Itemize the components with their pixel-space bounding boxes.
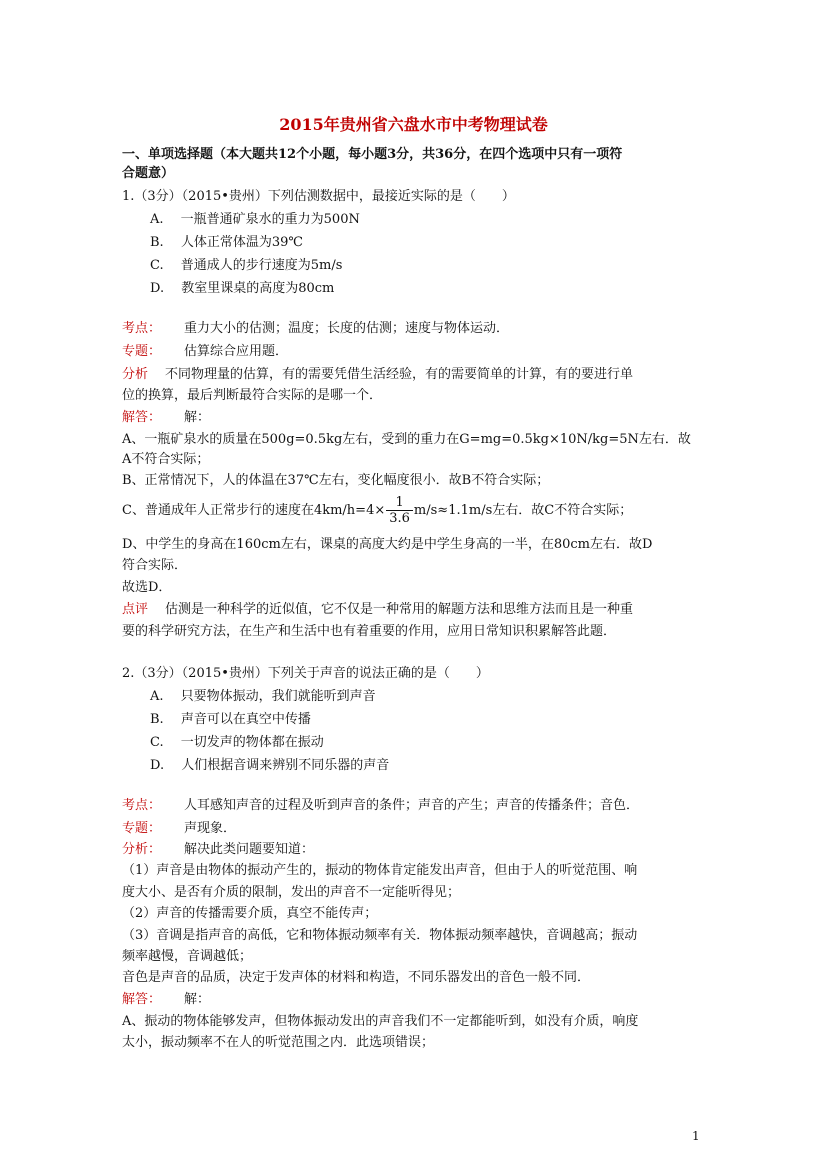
q2-option-b: B. 声音可以在真空中传播: [150, 712, 311, 727]
fraction: $\frac{1}{3.6}$: [386, 495, 413, 526]
section-heading-cont: 合题意）: [122, 166, 175, 181]
fenxi-label: 分析: [122, 367, 149, 382]
q2-answer-a: A、振动的物体能够发声，但物体振动发出的声音我们不一定都能听到，如没有介质，响度: [122, 1014, 639, 1029]
q2-kaodian: 考点： 人耳感知声音的过程及听到声音的条件；声音的产生；声音的传播条件；音色．: [122, 798, 640, 813]
zhuanti-label: 专题：: [122, 821, 162, 836]
q1-jieda: 解答： 解：: [122, 410, 211, 425]
page-number: 1: [692, 1129, 700, 1143]
q1-option-c: C. 普通成人的步行速度为5m/s: [150, 258, 343, 273]
q1-kaodian: 考点： 重力大小的估测；温度；长度的估测；速度与物体运动．: [122, 321, 510, 336]
q2-fenxi-1: （1）声音是由物体的振动产生的，振动的物体肯定能发出声音，但由于人的听觉范围、响: [122, 863, 638, 878]
q1-zhuanti: 专题： 估算综合应用题．: [122, 344, 289, 359]
q1-answer-d: D、中学生的身高在160cm左右，课桌的高度大约是中学生身高的一半，在80cm左右．故D: [122, 537, 653, 552]
q2-option-d: D. 人们根据音调来辨别不同乐器的声音: [150, 758, 390, 773]
q1-fenxi: 分析 不同物理量的估算，有的需要凭借生活经验，有的需要简单的计算，有的要进行单: [122, 367, 634, 382]
question-2-stem: 2.（3分）（2015•贵州）下列关于声音的说法正确的是（ ）: [122, 666, 489, 681]
q2-fenxi-1-cont: 度大小、是否有介质的限制，发出的声音不一定能听得见；: [122, 885, 461, 900]
q1-answer-d-cont: 符合实际．: [122, 558, 188, 573]
q2-fenxi-3: （3）音调是指声音的高低，它和物体振动频率有关．物体振动频率越快，音调越高；振动: [122, 928, 638, 943]
q2-fenxi-2: （2）声音的传播需要介质，真空不能传声；: [122, 906, 378, 921]
page-title: 2015年贵州省六盘水市中考物理试卷: [279, 115, 548, 134]
q2-fenxi: 分析： 解决此类问题要知道：: [122, 842, 315, 857]
q2-jieda: 解答： 解：: [122, 992, 211, 1007]
section-heading: 一、单项选择题（本大题共12个小题，每小题3分，共36分，在四个选项中只有一项符: [122, 147, 623, 162]
q2-fenxi-3-cont: 频率越慢，音调越低；: [122, 949, 253, 964]
q2-zhuanti: 专题： 声现象．: [122, 821, 237, 836]
jieda-label: 解答：: [122, 992, 162, 1007]
dianping-label: 点评: [122, 602, 149, 617]
q1-choice: 故选D．: [122, 580, 172, 595]
q1-fenxi-cont: 位的换算，最后判断最符合实际的是哪一个．: [122, 388, 383, 403]
q1-option-a: A. 一瓶普通矿泉水的重力为500N: [150, 212, 360, 227]
q1-answer-a: A、一瓶矿泉水的质量在500g=0.5kg左右，受到的重力在G=mg=0.5kg×10N/kg=5N左右．故: [122, 432, 691, 447]
q1-option-b: B. 人体正常体温为39℃: [150, 235, 303, 250]
kaodian-label: 考点：: [122, 798, 162, 813]
q1-dianping-cont: 要的科学研究方法，在生产和生活中也有着重要的作用，应用日常知识积累解答此题．: [122, 624, 617, 639]
kaodian-label: 考点：: [122, 321, 162, 336]
question-1-stem: 1.（3分）（2015•贵州）下列估测数据中，最接近实际的是（ ）: [122, 189, 515, 204]
q1-dianping: 点评 估测是一种科学的近似值，它不仅是一种常用的解题方法和思维方法而且是一种重: [122, 602, 634, 617]
jieda-label: 解答：: [122, 410, 162, 425]
zhuanti-label: 专题：: [122, 344, 162, 359]
fenxi-label: 分析：: [122, 842, 162, 857]
q1-answer-c: C、普通成年人正常步行的速度在4km/h=4× $\frac{1}{3.6}$ m/s≈1.1m/s左右．故C不符合实际；: [122, 495, 633, 526]
q1-option-d: D. 教室里课桌的高度为80cm: [150, 281, 335, 296]
q2-fenxi-4: 音色是声音的品质，决定于发声体的材料和构造，不同乐器发出的音色一般不同．: [122, 970, 591, 985]
q1-answer-a-cont: A不符合实际；: [122, 452, 210, 467]
q2-answer-a-cont: 太小，振动频率不在人的听觉范围之内．此选项错误；: [122, 1035, 435, 1050]
q1-answer-b: B、正常情况下，人的体温在37℃左右，变化幅度很小．故B不符合实际；: [122, 473, 550, 488]
q2-option-c: C. 一切发声的物体都在振动: [150, 735, 324, 750]
q2-option-a: A. 只要物体振动，我们就能听到声音: [150, 689, 376, 704]
